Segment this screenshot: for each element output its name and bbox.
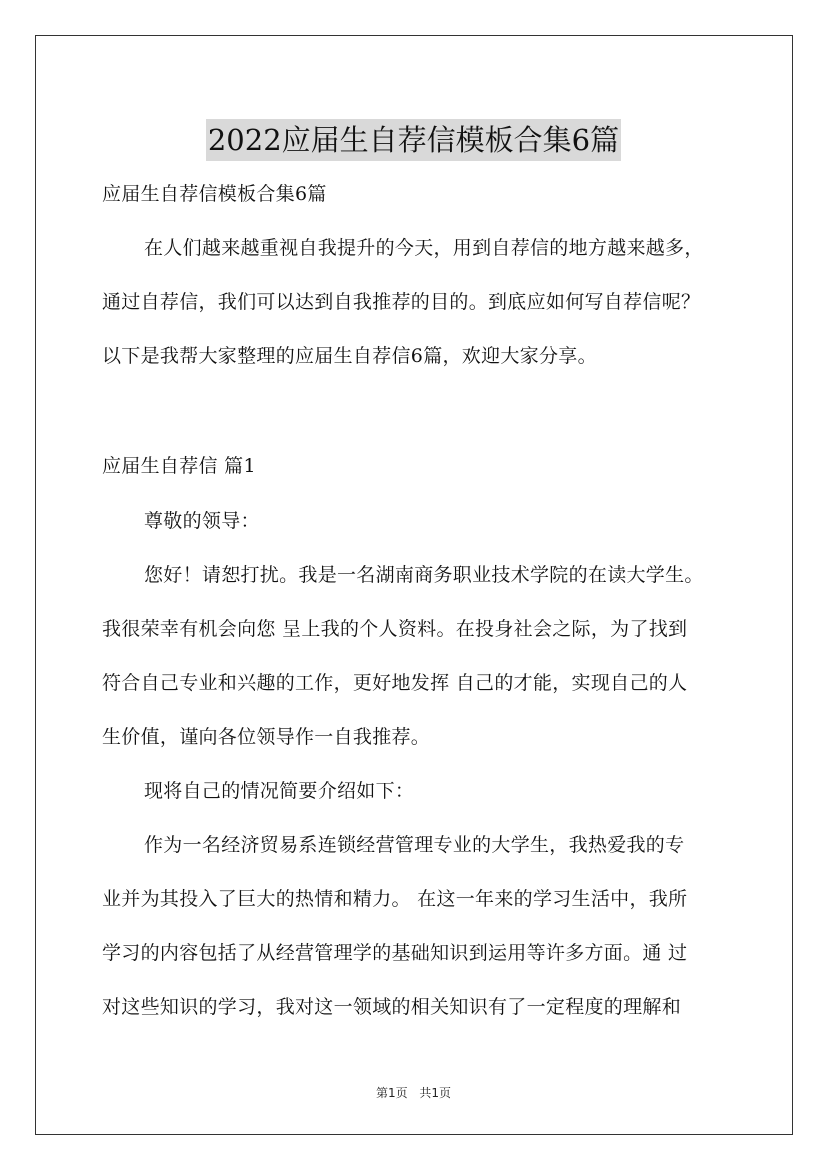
page-footer xyxy=(0,1084,827,1101)
paragraph-line: 符合自己专业和兴趣的工作，更好地发挥 自己的才能，实现自己的人 xyxy=(102,672,688,694)
page-total: 共1页 xyxy=(419,1086,452,1100)
paragraph-line: 学习的内容包括了从经营管理学的基础知识到运用等许多方面。通 过 xyxy=(102,942,688,964)
title-container xyxy=(0,100,827,181)
paragraph-line: 我很荣幸有机会向您 呈上我的个人资料。在投身社会之际，为了找到 xyxy=(102,618,688,640)
paragraph-line: 作为一名经济贸易系连锁经营管理专业的大学生，我热爱我的专 xyxy=(144,834,685,856)
paragraph-line: 现将自己的情况简要介绍如下： xyxy=(144,780,415,802)
salutation: 尊敬的领导： xyxy=(144,510,260,532)
section-heading: 应届生自荐信 篇1 xyxy=(102,455,256,477)
paragraph-line: 通过自荐信，我们可以达到自我推荐的目的。到底应如何写自荐信呢？ xyxy=(102,291,701,313)
paragraph-line: 在人们越来越重视自我提升的今天，用到自荐信的地方越来越多， xyxy=(144,237,704,259)
paragraph-line: 生价值，谨向各位领导作一自我推荐。 xyxy=(102,726,431,748)
page-number: 第1页 xyxy=(375,1086,408,1100)
subtitle: 应届生自荐信模板合集6篇 xyxy=(102,183,327,205)
paragraph-line: 以下是我帮大家整理的应届生自荐信6篇，欢迎大家分享。 xyxy=(102,345,597,367)
document-title: 2022应届生自荐信模板合集6篇 xyxy=(206,119,621,161)
paragraph-line: 您好！请恕打扰。我是一名湖南商务职业技术学院的在读大学生。 xyxy=(144,564,704,586)
paragraph-line: 对这些知识的学习，我对这一领域的相关知识有了一定程度的理解和 xyxy=(102,996,682,1018)
paragraph-line: 业并为其投入了巨大的热情和精力。 在这一年来的学习生活中，我所 xyxy=(102,888,688,910)
